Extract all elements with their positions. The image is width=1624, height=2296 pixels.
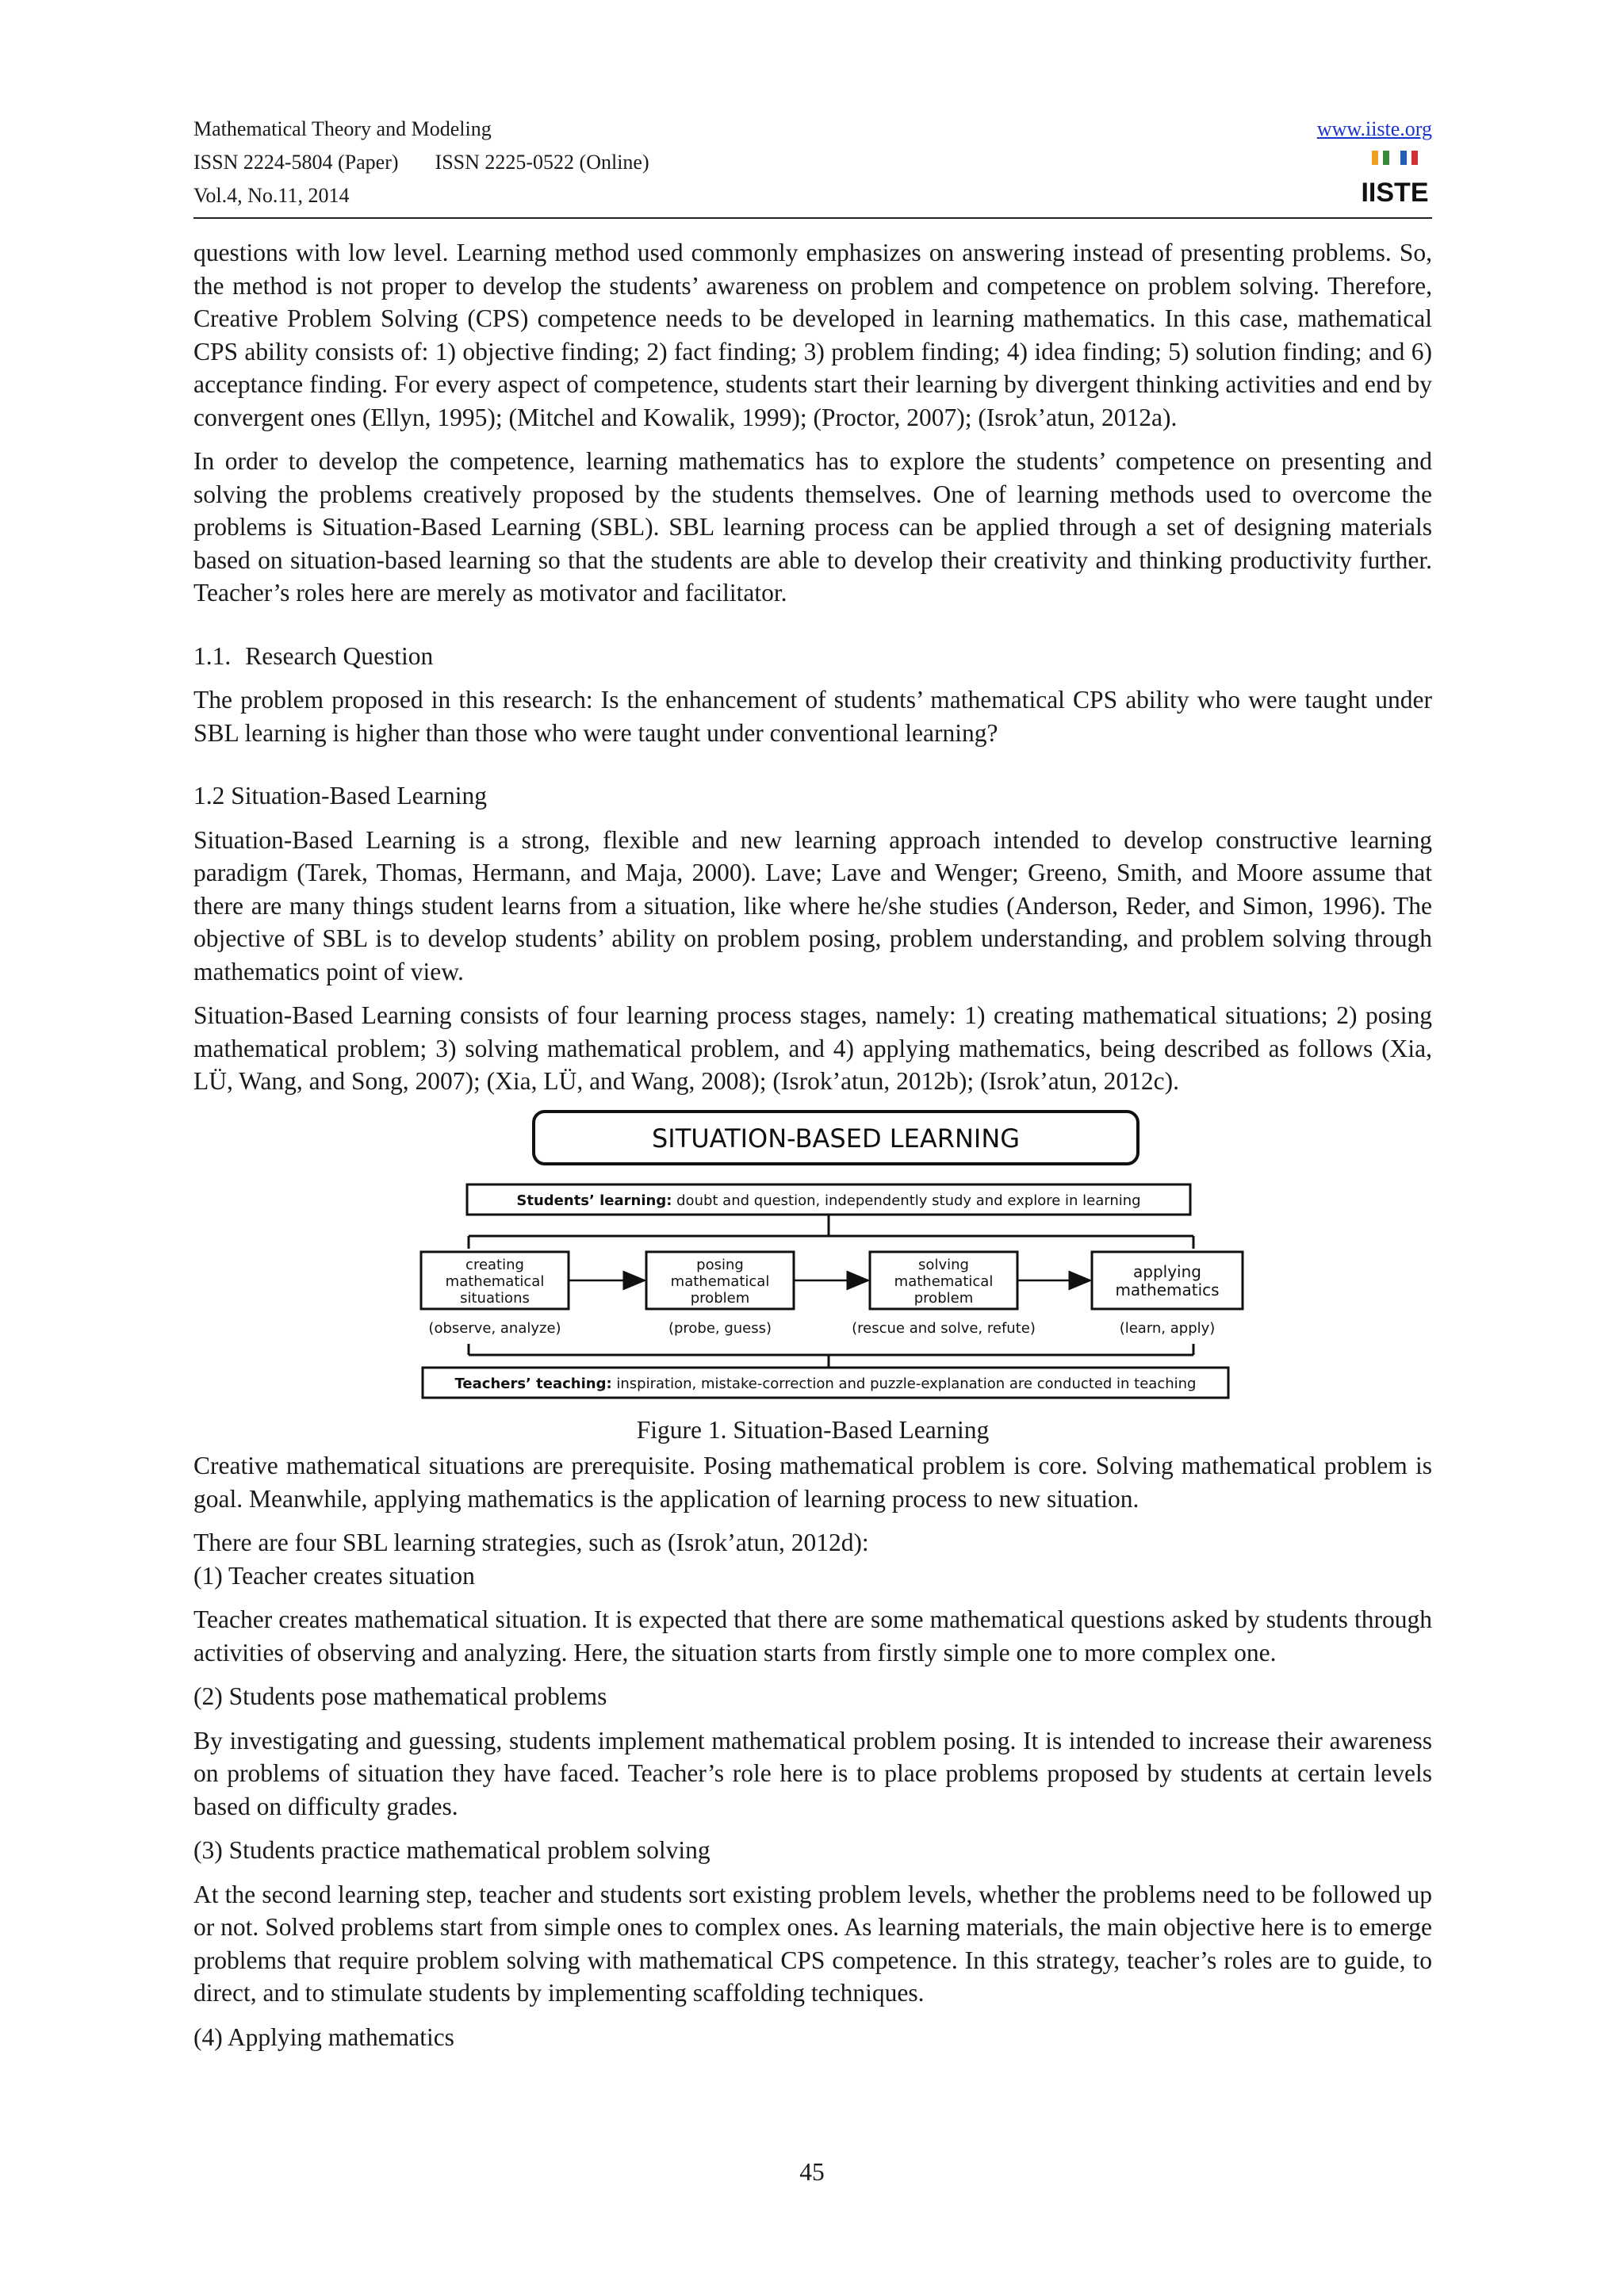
strategy-2-body: By investigating and guessing, students implement mathematical problem posing. It is intended to increase their awareness on problems of situation they have faced. Teacher’s role here is to place problems proposed by students at certain levels based on difficulty grades.	[193, 1726, 1432, 1820]
stage-2-line-3: problem	[690, 1289, 750, 1307]
paragraph-6: Creative mathematical situations are prerequisite. Posing mathematical problem is core. Solving mathematical problem is goal. Meanwhile, applying mathematics is the application of learning process to new situation.	[193, 1452, 1432, 1513]
sbl-diagram	[400, 1109, 1225, 1399]
paragraph-1: questions with low level. Learning method used commonly emphasizes on answering instead of presenting problems. So, the method is not proper to develop the students’ awareness on problem and competence on problem solving. Therefore, Creative Problem Solving (CPS) competence needs to be developed in learning mathematics. In this case, mathematical CPS ability consists of: 1) objective finding; 2) fact finding; 3) problem finding; 4) idea finding; 5) solution finding; and 6) acceptance finding. For every aspect of competence, students start their learning by divergent thinking activities and end by convergent ones (Ellyn, 1995); (Mitchel and Kowalik, 1999); (Proctor, 2007); (Isrok’atun, 2012a).	[193, 239, 1432, 431]
stage-3-line-2: mathematical	[894, 1272, 994, 1290]
stage-3-line-3: problem	[914, 1289, 974, 1307]
stage-2-line-2: mathematical	[670, 1272, 770, 1290]
paragraph-2: In order to develop the competence, learning mathematics has to explore the students’ competence on presenting and solving the problems creatively proposed by the students themselves. One of learning methods used to overcome the problems is Situation-Based Learning (SBL). SBL learning process can be applied through a set of designing materials based on situation-based learning so that the students are able to develop their creativity and thinking productivity further. Teacher’s roles here are merely as motivator and facilitator.	[193, 447, 1432, 607]
stage-4-sub: (learn, apply)	[1119, 1319, 1216, 1337]
teachers-teaching-label: Teachers’ teaching:	[454, 1375, 612, 1392]
stage-1-line-1: creating	[465, 1256, 524, 1273]
issn-paper: ISSN 2224-5804 (Paper)	[193, 151, 399, 174]
stage-4-line-2: mathematics	[1115, 1280, 1220, 1299]
stage-3-sub: (rescue and solve, refute)	[852, 1319, 1036, 1337]
stage-2-line-1: posing	[696, 1256, 744, 1273]
strategy-list	[193, 1559, 1432, 2054]
logo-bar-4	[1411, 151, 1418, 165]
stage-2-sub: (probe, guess)	[668, 1319, 772, 1337]
page-header	[193, 113, 1432, 216]
article-body	[193, 236, 1432, 2064]
stage-1-line-2: mathematical	[445, 1272, 545, 1290]
students-learning-desc: doubt and question, independently study and explore in learning	[672, 1192, 1141, 1209]
figure-1	[400, 1109, 1225, 1447]
strategy-1-body: Teacher creates mathematical situation. It is expected that there are some mathematical questions asked by students through activities of observing and analyzing. Here, the situation starts from firstly simple one to more complex one.	[193, 1605, 1432, 1667]
logo-bar-3	[1400, 151, 1407, 165]
strategy-3-head: (3) Students practice mathematical problem solving	[193, 1836, 710, 1864]
figure-caption: Figure 1. Situation-Based Learning	[636, 1415, 990, 1444]
diagram-title: SITUATION-BASED LEARNING	[651, 1123, 1021, 1154]
logo-bar-1	[1372, 151, 1378, 165]
journal-url-link[interactable]: www.iiste.org	[1316, 117, 1432, 140]
logo-text: IISTE	[1361, 178, 1429, 208]
paragraph-7: There are four SBL learning strategies, such as (Isrok’atun, 2012d):	[193, 1529, 869, 1556]
section-heading-1-1	[193, 640, 1432, 673]
strategy-2-head: (2) Students pose mathematical problems	[193, 1682, 607, 1710]
iiste-logo-icon	[1361, 149, 1429, 209]
header-rule	[193, 217, 1432, 219]
teachers-teaching-desc: inspiration, mistake-correction and puzzle-explanation are conducted in teaching	[611, 1375, 1197, 1392]
page-number: 45	[799, 2158, 825, 2186]
issn-line	[193, 146, 1432, 179]
section-title: Research Question	[245, 641, 434, 670]
teachers-teaching-text	[455, 1376, 1197, 1392]
section-heading-1-2: 1.2 Situation-Based Learning	[193, 782, 488, 809]
paragraph-5: Situation-Based Learning consists of four learning process stages, namely: 1) creating mathematical situations; 2) posing mathematical problem; 3) solving mathematical problem, and 4) applying mathematics, being described as follows (Xia, LÜ, Wang, and Song, 2007); (Xia, LÜ, and Wang, 2008); (Isrok’atun, 2012b); (Isrok’atun, 2012c).	[193, 1001, 1432, 1095]
stage-1-sub: (observe, analyze)	[428, 1319, 561, 1337]
issn-online: ISSN 2225-0522 (Online)	[435, 151, 649, 174]
strategy-3-body: At the second learning step, teacher and students sort existing problem levels, whether the problems need to be followed up or not. Solved problems start from simple ones to complex ones. As learning materials, the main objective here is to emerge problems that require problem solving with mathematical CPS competence. In this strategy, teacher’s roles are to guide, to direct, and to stimulate students by implementing scaffolding techniques.	[193, 1880, 1432, 2007]
students-learning-label: Students’ learning:	[516, 1192, 672, 1209]
journal-title: Mathematical Theory and Modeling	[193, 117, 492, 140]
logo-bar-2	[1383, 151, 1389, 165]
volume-info: Vol.4, No.11, 2014	[193, 184, 350, 207]
paragraph-4: Situation-Based Learning is a strong, flexible and new learning approach intended to develop constructive learning paradigm (Tarek, Thomas, Hermann, and Maja, 2000). Lave; Lave and Wenger; Greeno, Smith, and Moore assume that there are many things student learns from a situation, like where he/she studies (Anderson, Reder, and Simon, 1996). The objective of SBL is to develop students’ ability on problem posing, problem understanding, and problem solving through mathematics point of view.	[193, 825, 1432, 985]
stage-3-line-1: solving	[918, 1256, 969, 1273]
paragraph-3: The problem proposed in this research: Is the enhancement of students’ mathematical CPS ability who were taught under SBL learning is higher than those who were taught under conventional learning?	[193, 686, 1432, 747]
stage-4-line-1: applying	[1133, 1261, 1201, 1281]
strategy-4-head: (4) Applying mathematics	[193, 2022, 454, 2051]
strategy-1-head: (1) Teacher creates situation	[193, 1561, 475, 1590]
students-learning-text	[516, 1192, 1140, 1209]
section-number: 1.1.	[193, 641, 232, 670]
stage-1-line-3: situations	[460, 1289, 530, 1307]
